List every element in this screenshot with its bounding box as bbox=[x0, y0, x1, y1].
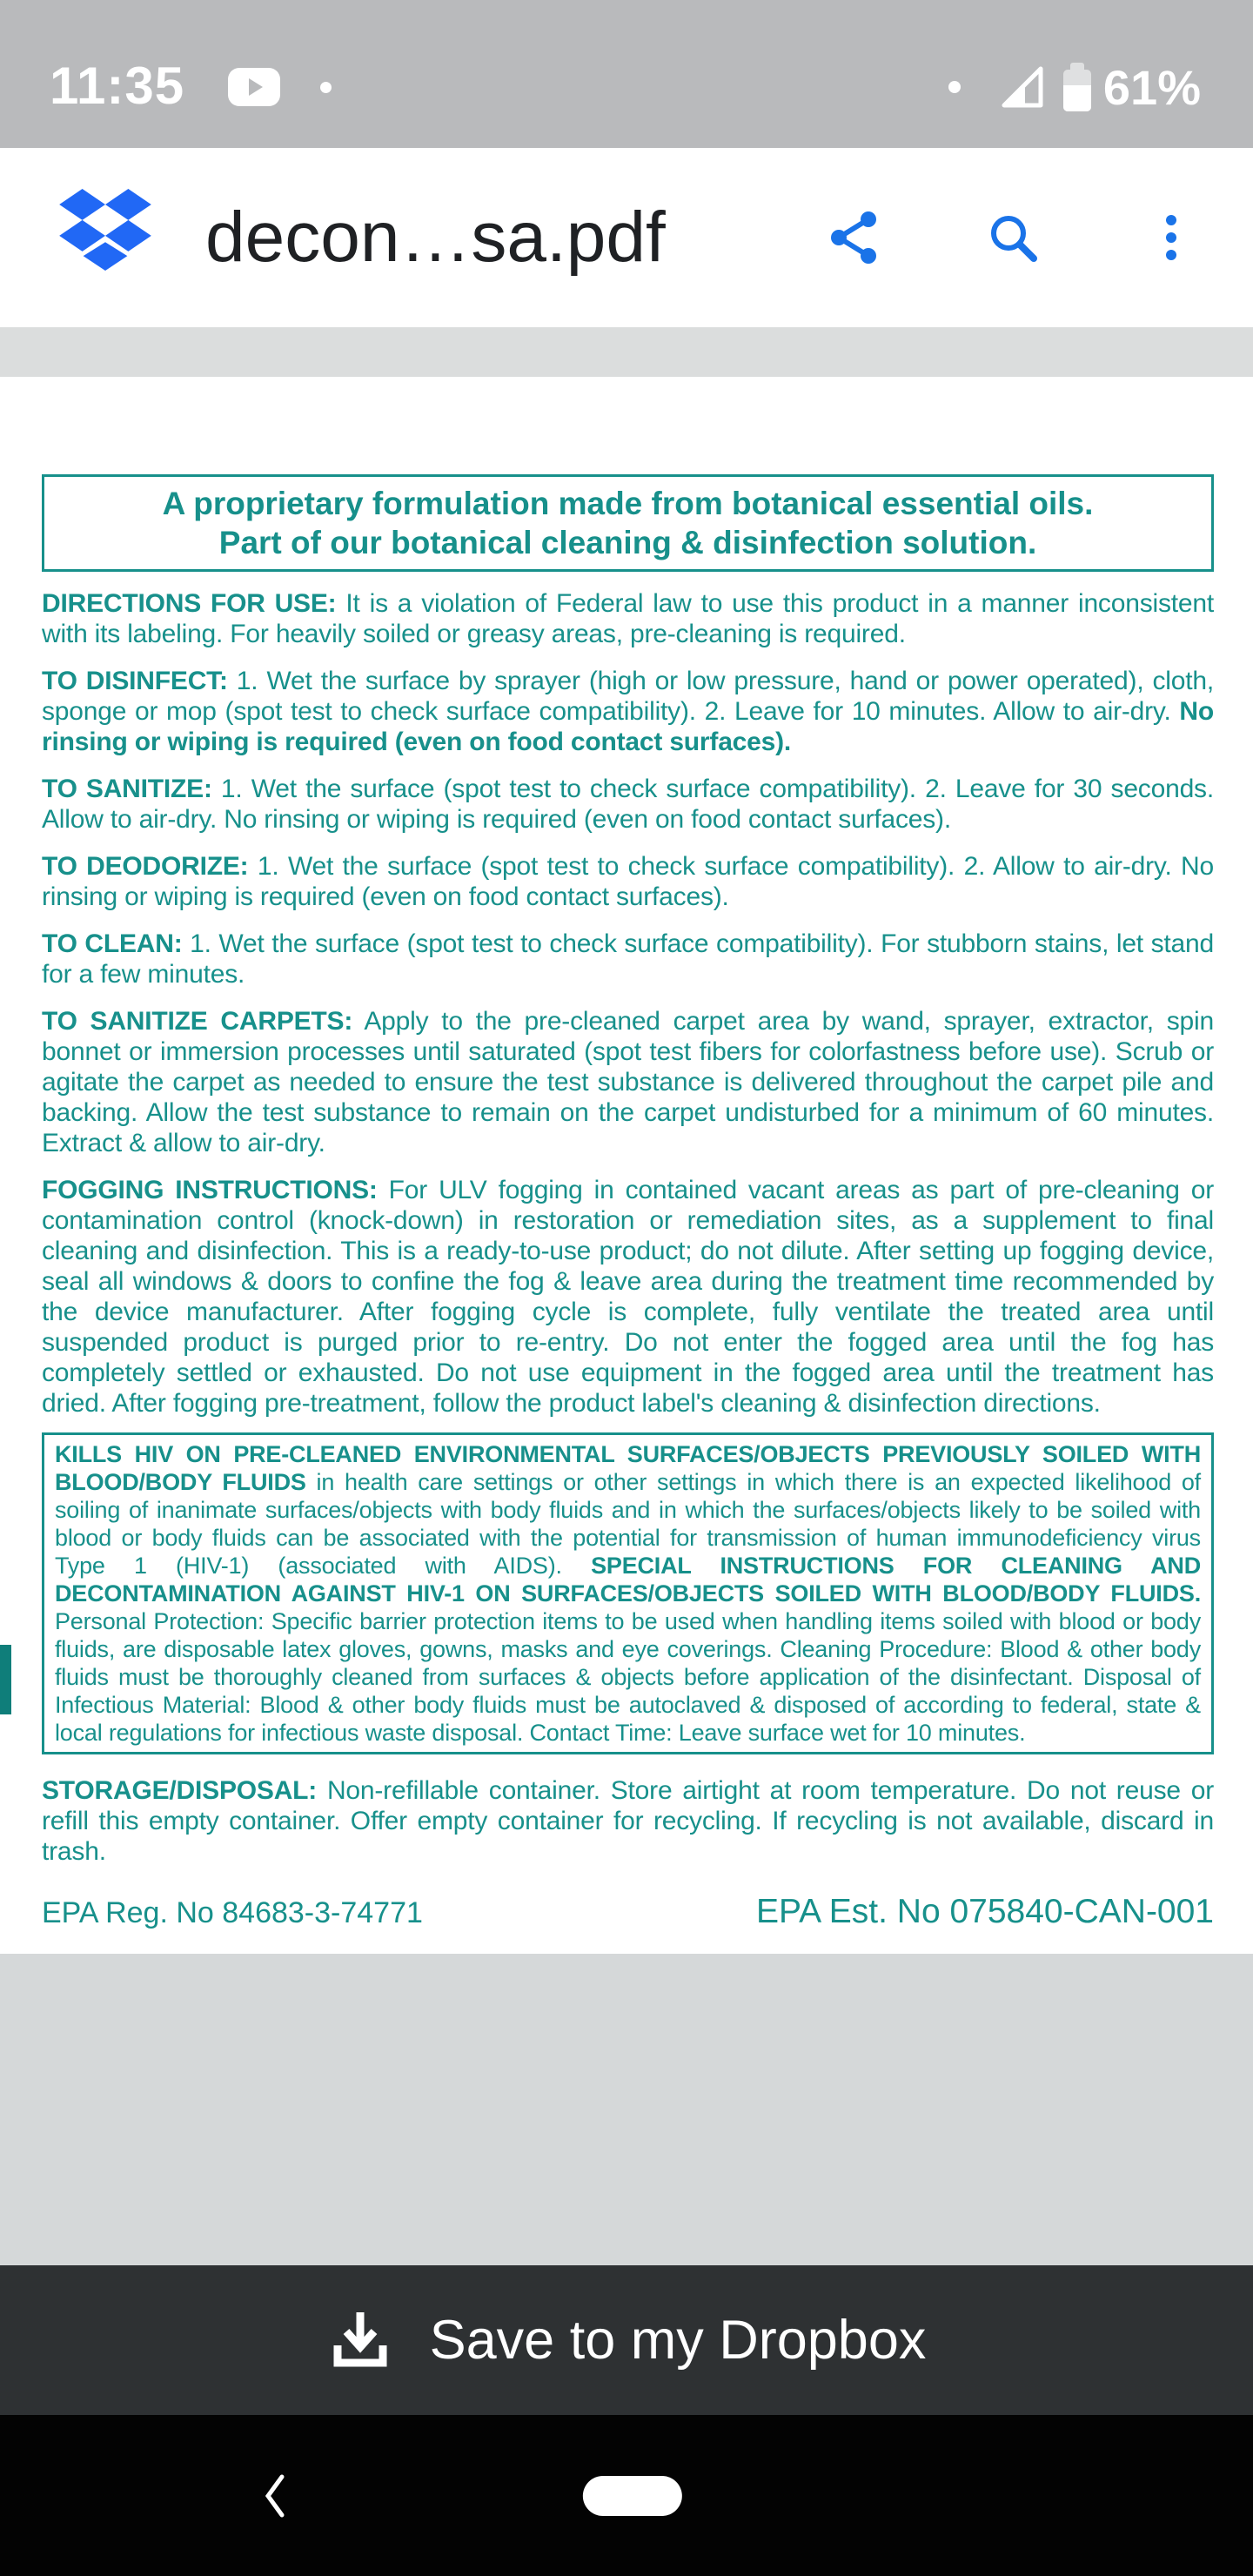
section-clean: TO CLEAN: 1. Wet the surface (spot test to check surface compatibility). For stubborn stains, let stand for a few minutes. bbox=[42, 929, 1214, 989]
status-left-icons bbox=[184, 68, 332, 106]
epa-reg-number: EPA Reg. No 84683-3-74771 bbox=[42, 1896, 423, 1929]
save-button-label: Save to my Dropbox bbox=[429, 2310, 927, 2371]
dropbox-logo-icon bbox=[54, 189, 157, 286]
battery-icon bbox=[1063, 63, 1091, 111]
section-deodorize: TO DEODORIZE: 1. Wet the surface (spot test to check surface compatibility). 2. Allow to air-dry. No rinsing or wiping is required (even on food contact surfaces). bbox=[42, 852, 1214, 911]
status-time: 11:35 bbox=[50, 56, 185, 115]
section-directions: DIRECTIONS FOR USE: It is a violation of Federal law to use this product in a manner inconsistent with its labeling. For heavily soiled or greasy areas, pre-cleaning is required. bbox=[42, 589, 1215, 648]
home-pill[interactable] bbox=[583, 2476, 682, 2516]
lead-line-1: A proprietary formulation made from botanical essential oils. bbox=[162, 486, 1094, 521]
section-sanitize-carpets: TO SANITIZE CARPETS: Apply to the pre-cleaned carpet area by wand, sprayer, extractor, spin bonnet or immersion processes until saturated (spot test fibers for colorfastness before use). Scrub or agitate the carpet as needed to ensure the test substance is delivered throughout the carpet pile and backing. Allow the test substance to remain on the carpet undisturbed for a minimum of 60 minutes. Extract & allow to air-dry. bbox=[42, 1007, 1214, 1157]
lead-line-2: Part of our botanical cleaning & disinfection solution. bbox=[218, 525, 1037, 560]
app-bar bbox=[0, 148, 1253, 327]
download-icon bbox=[327, 2307, 393, 2373]
share-icon[interactable] bbox=[827, 210, 882, 265]
notification-dot-icon bbox=[320, 82, 332, 93]
section-sanitize: TO SANITIZE: 1. Wet the surface (spot test to check surface compatibility). 2. Leave for 30 seconds. Allow to air-dry. No rinsing or wiping is required (even on food contact surfaces). bbox=[42, 775, 1214, 834]
battery-percent: 61% bbox=[1102, 59, 1201, 115]
youtube-notification-icon bbox=[228, 68, 280, 106]
hiv-instructions-box: KILLS HIV ON PRE-CLEANED ENVIRONMENTAL SURFACES/OBJECTS PREVIOUSLY SOILED WITH BLOOD/BODY FLUIDS in health care settings or other settings in which there is an expected likelihood of soiling of inanimate surfaces/objects with body fluids and in which the surfaces/objects likely to be soiled with blood or body fluids can be associated with the potential for transmission of human immunodeficiency virus Type 1 (HIV-1) (associated with AIDS). SPECIAL INSTRUCTIONS FOR CLEANING AND DECONTAMINATION AGAINST HIV-1 ON SURFACES/OBJECTS SOILED WITH BLOOD/BODY FLUIDS. Personal Protection: Specific barrier protection items to be used when handling items soiled with blood or body fluids, are disposable latex gloves, gowns, masks and eye coverings. Cleaning Procedure: Blood & other body fluids must be thoroughly cleaned from surfaces & objects before application of the disinfectant. Disposal of Infectious Material: Blood & other body fluids must be autoclaved & disposed of according to federal, state & local regulations for infectious waste disposal. Contact Time: Leave surface wet for 10 minutes. bbox=[42, 1432, 1214, 1754]
status-bar bbox=[0, 0, 1253, 148]
epa-numbers-row bbox=[42, 1893, 1214, 1954]
scroll-position-indicator[interactable] bbox=[0, 1645, 11, 1714]
save-to-dropbox-button[interactable] bbox=[0, 2265, 1253, 2415]
pdf-page bbox=[0, 377, 1253, 1954]
lead-claims-box bbox=[42, 474, 1214, 572]
status-right-icons bbox=[948, 59, 1201, 116]
section-fogging: FOGGING INSTRUCTIONS: For ULV fogging in contained vacant areas as part of pre-cleaning or contamination control (knock-down) in restoration or remediation sites, as a supplement to final cleaning and disinfection. This is a ready-to-use product; do not dilute. After setting up fogging device, seal all windows & doors to confine the fog & leave area during the treatment time recommended by the device manufacturer. After fogging cycle is complete, fully ventilate the treated area until suspended product is purged prior to re-entry. Do not enter the fogged area until the fog has completely settled or exhausted. Do not use equipment in the fogged area until the treatment has dried. After fogging pre-treatment, follow the product label's cleaning & disinfection directions. bbox=[42, 1176, 1214, 1418]
status-dot-icon bbox=[948, 81, 961, 93]
viewer-gap-strip bbox=[0, 327, 1253, 377]
search-icon[interactable] bbox=[985, 210, 1041, 265]
gesture-nav-bar bbox=[0, 2415, 1253, 2576]
section-storage-disposal: STORAGE/DISPOSAL: Non-refillable container. Store airtight at room temperature. Do not reuse or refill this empty container. Offer empty container for recycling. If recycling is not available, discard in trash. bbox=[42, 1776, 1214, 1866]
section-disinfect: TO DISINFECT: 1. Wet the surface by sprayer (high or low pressure, hand or power operated), cloth, sponge or mop (spot test to check surface compatibility). 2. Leave for 10 minutes. Allow to air-dry. No rinsing or wiping is required (even on food contact surfaces). bbox=[42, 667, 1214, 756]
document-title: decon…sa.pdf bbox=[205, 198, 666, 277]
overflow-menu-icon[interactable] bbox=[1143, 210, 1199, 265]
back-chevron-icon[interactable] bbox=[259, 2472, 291, 2520]
epa-est-number: EPA Est. No 075840-CAN-001 bbox=[755, 1893, 1214, 1930]
app-bar-actions bbox=[827, 210, 1199, 265]
viewer-background bbox=[0, 1954, 1253, 2265]
cell-signal-icon bbox=[1001, 65, 1044, 109]
